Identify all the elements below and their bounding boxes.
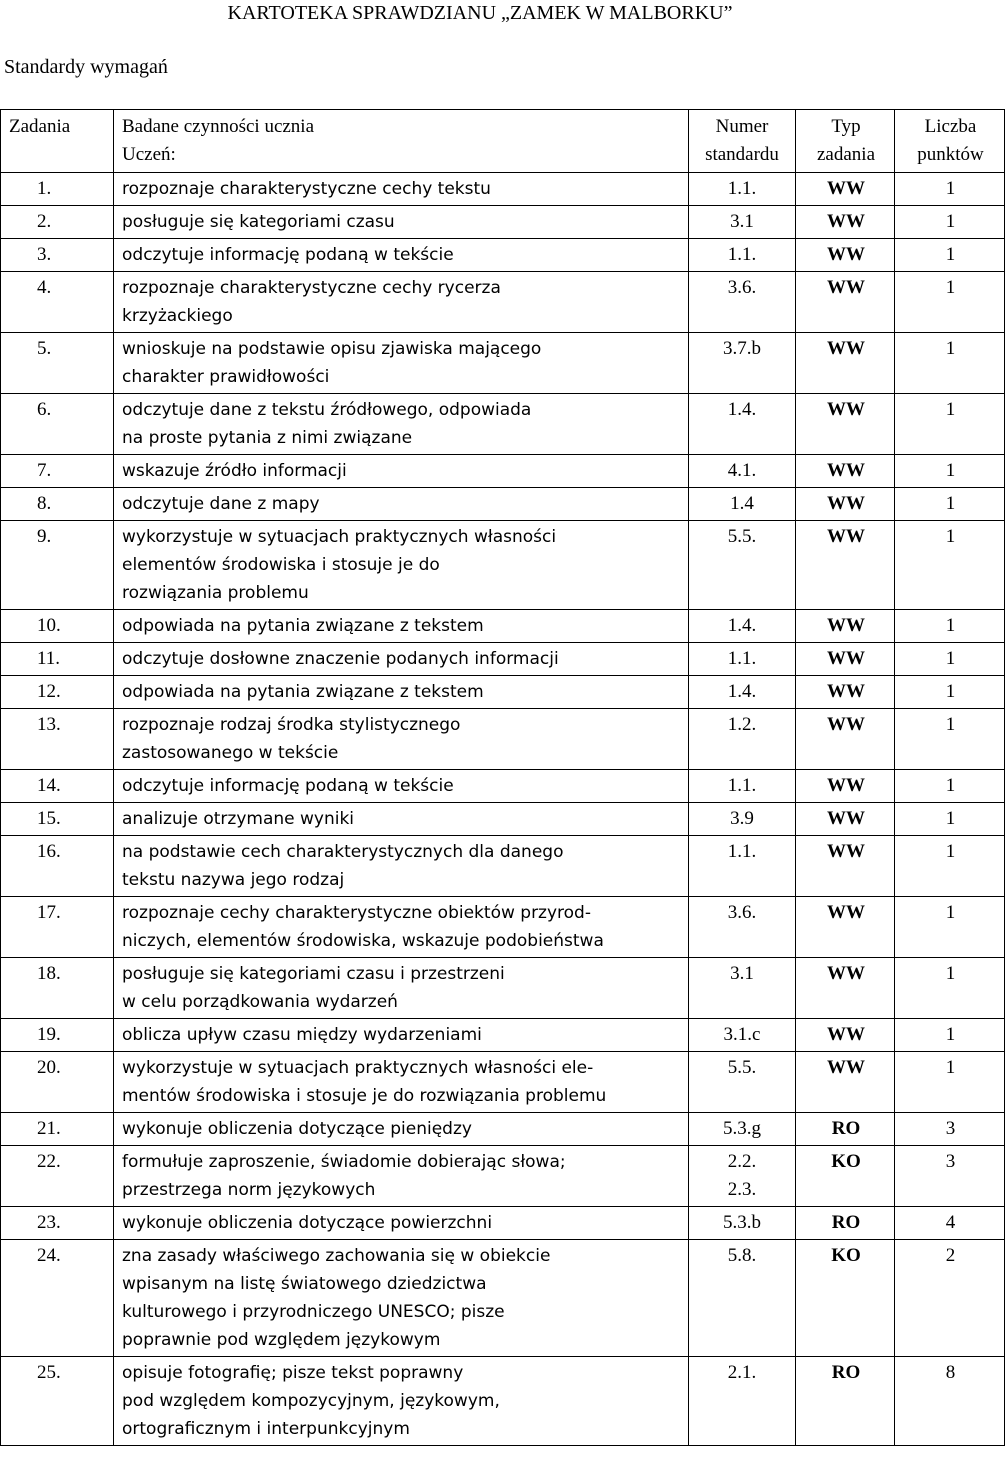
task-description-line: kulturowego i przyrodniczego UNESCO; pisze bbox=[122, 1302, 505, 1322]
task-type: WW bbox=[796, 394, 895, 455]
table-row bbox=[1, 455, 1005, 488]
points: 1 bbox=[895, 173, 1005, 206]
standard-number-line: 2.1. bbox=[727, 1362, 757, 1383]
task-number: 23. bbox=[1, 1207, 114, 1240]
standard-number bbox=[689, 836, 796, 897]
table-row bbox=[1, 1113, 1005, 1146]
task-description-line: pod względem kompozycyjnym, językowym, bbox=[122, 1391, 500, 1411]
standard-number-line: 1.4. bbox=[727, 681, 757, 702]
task-type: WW bbox=[796, 488, 895, 521]
table-row bbox=[1, 803, 1005, 836]
task-number: 8. bbox=[1, 488, 114, 521]
standard-number-line: 4.1. bbox=[727, 460, 757, 481]
task-type: WW bbox=[796, 521, 895, 610]
table-row bbox=[1, 643, 1005, 676]
standard-number bbox=[689, 958, 796, 1019]
header-liczba-punktow: Liczba punktów bbox=[895, 110, 1005, 173]
table-row bbox=[1, 394, 1005, 455]
task-type: WW bbox=[796, 206, 895, 239]
task-description-line: elementów środowiska i stosuje je do bbox=[122, 555, 440, 575]
task-description-line: tekstu nazywa jego rodzaj bbox=[122, 870, 345, 890]
task-description-line: rozpoznaje cechy charakterystyczne obiektów przyrod- bbox=[122, 903, 591, 923]
standard-number bbox=[689, 770, 796, 803]
task-type: WW bbox=[796, 1019, 895, 1052]
task-type: WW bbox=[796, 239, 895, 272]
task-description-line: wskazuje źródło informacji bbox=[122, 461, 347, 481]
standard-number-line: 5.3.g bbox=[723, 1118, 761, 1139]
standard-number-line: 3.9 bbox=[730, 808, 754, 829]
task-description bbox=[114, 1019, 689, 1052]
standard-number-line: 3.1 bbox=[730, 211, 754, 232]
standard-number-line: 3.1.c bbox=[723, 1024, 761, 1045]
task-description bbox=[114, 897, 689, 958]
standard-number bbox=[689, 521, 796, 610]
task-description-line: krzyżackiego bbox=[122, 306, 233, 326]
table-row bbox=[1, 173, 1005, 206]
standard-number bbox=[689, 676, 796, 709]
standard-number bbox=[689, 643, 796, 676]
standard-number-line: 3.7.b bbox=[723, 338, 761, 359]
standard-number bbox=[689, 1240, 796, 1357]
task-number: 18. bbox=[1, 958, 114, 1019]
points: 1 bbox=[895, 1019, 1005, 1052]
task-description bbox=[114, 610, 689, 643]
task-number: 1. bbox=[1, 173, 114, 206]
table-row bbox=[1, 239, 1005, 272]
standard-number bbox=[689, 1113, 796, 1146]
standard-number bbox=[689, 206, 796, 239]
task-description-line: wykorzystuje w sytuacjach praktycznych własności ele- bbox=[122, 1058, 594, 1078]
task-number: 22. bbox=[1, 1146, 114, 1207]
points: 1 bbox=[895, 239, 1005, 272]
table-header-row bbox=[1, 110, 1005, 173]
task-description-line: wnioskuje na podstawie opisu zjawiska mającego bbox=[122, 339, 542, 359]
task-description bbox=[114, 709, 689, 770]
task-type: WW bbox=[796, 455, 895, 488]
task-description-line: odpowiada na pytania związane z tekstem bbox=[122, 682, 484, 702]
task-type: WW bbox=[796, 676, 895, 709]
standard-number bbox=[689, 1357, 796, 1446]
table-body bbox=[1, 173, 1005, 1446]
task-description-line: oblicza upływ czasu między wydarzeniami bbox=[122, 1025, 482, 1045]
standard-number bbox=[689, 394, 796, 455]
task-description-line: wpisanym na listę światowego dziedzictwa bbox=[122, 1274, 487, 1294]
task-type: KO bbox=[796, 1240, 895, 1357]
standard-number bbox=[689, 709, 796, 770]
task-description bbox=[114, 272, 689, 333]
points: 1 bbox=[895, 958, 1005, 1019]
points: 1 bbox=[895, 803, 1005, 836]
standard-number bbox=[689, 239, 796, 272]
task-description-line: zastosowanego w tekście bbox=[122, 743, 339, 763]
task-description-line: formułuje zaproszenie, świadomie dobierając słowa; bbox=[122, 1152, 566, 1172]
task-description-line: na podstawie cech charakterystycznych dla danego bbox=[122, 842, 564, 862]
document-title: KARTOTEKA SPRAWDZIANU „ZAMEK W MALBORKU” bbox=[227, 2, 733, 24]
table-row bbox=[1, 521, 1005, 610]
standard-number bbox=[689, 1146, 796, 1207]
task-type: RO bbox=[796, 1207, 895, 1240]
points: 1 bbox=[895, 488, 1005, 521]
standard-number-line: 1.4. bbox=[727, 615, 757, 636]
task-description bbox=[114, 455, 689, 488]
section-subtitle: Standardy wymagań bbox=[4, 56, 168, 78]
task-number: 6. bbox=[1, 394, 114, 455]
standard-number-line: 1.1. bbox=[727, 841, 757, 862]
standard-number bbox=[689, 1019, 796, 1052]
table-row bbox=[1, 610, 1005, 643]
standard-number-line: 5.5. bbox=[727, 1057, 757, 1078]
table-row bbox=[1, 958, 1005, 1019]
task-type: WW bbox=[796, 897, 895, 958]
points: 1 bbox=[895, 521, 1005, 610]
task-description-line: zna zasady właściwego zachowania się w obiekcie bbox=[122, 1246, 551, 1266]
table-row bbox=[1, 1019, 1005, 1052]
task-description bbox=[114, 803, 689, 836]
task-description-line: analizuje otrzymane wyniki bbox=[122, 809, 355, 829]
standard-number-line: 3.1 bbox=[730, 963, 754, 984]
points: 1 bbox=[895, 333, 1005, 394]
standard-number-line: 1.4. bbox=[727, 399, 757, 420]
standard-number bbox=[689, 272, 796, 333]
task-description-line: rozwiązania problemu bbox=[122, 583, 309, 603]
task-description bbox=[114, 643, 689, 676]
standard-number bbox=[689, 897, 796, 958]
task-number: 13. bbox=[1, 709, 114, 770]
task-description-line: ortograficznym i interpunkcyjnym bbox=[122, 1419, 410, 1439]
standard-number bbox=[689, 173, 796, 206]
task-description bbox=[114, 676, 689, 709]
standard-number bbox=[689, 610, 796, 643]
task-description bbox=[114, 394, 689, 455]
task-description-line: odczytuje dane z tekstu źródłowego, odpowiada bbox=[122, 400, 532, 420]
standard-number-line: 1.1. bbox=[727, 178, 757, 199]
standard-number bbox=[689, 1207, 796, 1240]
table-row bbox=[1, 488, 1005, 521]
task-number: 16. bbox=[1, 836, 114, 897]
task-description-line: przestrzega norm językowych bbox=[122, 1180, 376, 1200]
task-type: WW bbox=[796, 1052, 895, 1113]
standard-number-line: 3.6. bbox=[727, 277, 757, 298]
task-description-line: rozpoznaje rodzaj środka stylistycznego bbox=[122, 715, 461, 735]
task-number: 5. bbox=[1, 333, 114, 394]
table-row bbox=[1, 770, 1005, 803]
table-row bbox=[1, 1240, 1005, 1357]
standard-number-line: 1.1. bbox=[727, 648, 757, 669]
task-number: 14. bbox=[1, 770, 114, 803]
header-zadania: Zadania bbox=[1, 110, 114, 173]
standard-number-line: 1.2. bbox=[727, 714, 757, 735]
task-description bbox=[114, 521, 689, 610]
standard-number-line: 5.5. bbox=[727, 526, 757, 547]
header-czynnosci: Badane czynności ucznia Uczeń: bbox=[114, 110, 689, 173]
task-type: WW bbox=[796, 958, 895, 1019]
task-description-line: wykonuje obliczenia dotyczące pieniędzy bbox=[122, 1119, 472, 1139]
standard-number-line: 2.3. bbox=[727, 1179, 757, 1200]
standard-number-line: 5.3.b bbox=[723, 1212, 761, 1233]
task-description bbox=[114, 1052, 689, 1113]
task-description bbox=[114, 333, 689, 394]
table-row bbox=[1, 676, 1005, 709]
task-type: WW bbox=[796, 610, 895, 643]
task-number: 11. bbox=[1, 643, 114, 676]
task-number: 7. bbox=[1, 455, 114, 488]
table-row bbox=[1, 1357, 1005, 1446]
task-type: WW bbox=[796, 333, 895, 394]
task-type: WW bbox=[796, 709, 895, 770]
points: 1 bbox=[895, 643, 1005, 676]
standard-number-line: 5.8. bbox=[727, 1245, 757, 1266]
points: 1 bbox=[895, 836, 1005, 897]
table-row bbox=[1, 1207, 1005, 1240]
header-numer-standardu: Numer standardu bbox=[689, 110, 796, 173]
task-type: WW bbox=[796, 836, 895, 897]
points: 3 bbox=[895, 1146, 1005, 1207]
task-type: RO bbox=[796, 1357, 895, 1446]
task-number: 12. bbox=[1, 676, 114, 709]
task-description-line: odczytuje informację podaną w tekście bbox=[122, 776, 454, 796]
standard-number bbox=[689, 803, 796, 836]
table-row bbox=[1, 272, 1005, 333]
task-description bbox=[114, 1240, 689, 1357]
standard-number-line: 1.1. bbox=[727, 775, 757, 796]
task-number: 20. bbox=[1, 1052, 114, 1113]
task-type: WW bbox=[796, 272, 895, 333]
standard-number-line: 1.4 bbox=[730, 493, 754, 514]
task-description-line: odczytuje informację podaną w tekście bbox=[122, 245, 454, 265]
task-description-line: rozpoznaje charakterystyczne cechy tekstu bbox=[122, 179, 491, 199]
points: 1 bbox=[895, 610, 1005, 643]
task-description-line: mentów środowiska i stosuje je do rozwiązania problemu bbox=[122, 1086, 607, 1106]
task-type: RO bbox=[796, 1113, 895, 1146]
task-description bbox=[114, 173, 689, 206]
task-description-line: w celu porządkowania wydarzeń bbox=[122, 992, 398, 1012]
table-row bbox=[1, 333, 1005, 394]
task-description bbox=[114, 836, 689, 897]
points: 1 bbox=[895, 770, 1005, 803]
task-number: 4. bbox=[1, 272, 114, 333]
task-description bbox=[114, 770, 689, 803]
task-description bbox=[114, 488, 689, 521]
task-description-line: niczych, elementów środowiska, wskazuje podobieństwa bbox=[122, 931, 604, 951]
points: 1 bbox=[895, 1052, 1005, 1113]
task-description bbox=[114, 1113, 689, 1146]
standard-number-line: 2.2. bbox=[727, 1151, 757, 1172]
task-description-line: charakter prawidłowości bbox=[122, 367, 330, 387]
task-number: 3. bbox=[1, 239, 114, 272]
standard-number-line: 1.1. bbox=[727, 244, 757, 265]
task-description-line: odczytuje dosłowne znaczenie podanych informacji bbox=[122, 649, 559, 669]
task-description bbox=[114, 1207, 689, 1240]
task-number: 19. bbox=[1, 1019, 114, 1052]
task-description-line: poprawnie pod względem językowym bbox=[122, 1330, 441, 1350]
task-description-line: odpowiada na pytania związane z tekstem bbox=[122, 616, 484, 636]
task-description bbox=[114, 1146, 689, 1207]
task-number: 21. bbox=[1, 1113, 114, 1146]
task-description-line: posługuje się kategoriami czasu i przestrzeni bbox=[122, 964, 505, 984]
task-type: WW bbox=[796, 173, 895, 206]
task-description bbox=[114, 958, 689, 1019]
task-number: 17. bbox=[1, 897, 114, 958]
points: 3 bbox=[895, 1113, 1005, 1146]
task-number: 10. bbox=[1, 610, 114, 643]
task-number: 15. bbox=[1, 803, 114, 836]
standard-number-line: 3.6. bbox=[727, 902, 757, 923]
points: 1 bbox=[895, 676, 1005, 709]
task-description-line: wykorzystuje w sytuacjach praktycznych własności bbox=[122, 527, 557, 547]
points: 1 bbox=[895, 206, 1005, 239]
exam-task-table bbox=[0, 109, 1005, 1446]
points: 1 bbox=[895, 709, 1005, 770]
points: 8 bbox=[895, 1357, 1005, 1446]
task-description-line: wykonuje obliczenia dotyczące powierzchni bbox=[122, 1213, 493, 1233]
task-type: WW bbox=[796, 803, 895, 836]
table-row bbox=[1, 836, 1005, 897]
task-number: 24. bbox=[1, 1240, 114, 1357]
points: 1 bbox=[895, 455, 1005, 488]
table-row bbox=[1, 206, 1005, 239]
task-type: WW bbox=[796, 643, 895, 676]
task-description-line: opisuje fotografię; pisze tekst poprawny bbox=[122, 1363, 464, 1383]
task-description bbox=[114, 239, 689, 272]
task-number: 25. bbox=[1, 1357, 114, 1446]
task-description-line: odczytuje dane z mapy bbox=[122, 494, 320, 514]
table-row bbox=[1, 709, 1005, 770]
table-row bbox=[1, 897, 1005, 958]
points: 1 bbox=[895, 897, 1005, 958]
standard-number bbox=[689, 488, 796, 521]
standard-number bbox=[689, 455, 796, 488]
task-description-line: posługuje się kategoriami czasu bbox=[122, 212, 395, 232]
task-description bbox=[114, 1357, 689, 1446]
task-number: 2. bbox=[1, 206, 114, 239]
task-type: WW bbox=[796, 770, 895, 803]
table-row bbox=[1, 1146, 1005, 1207]
standard-number bbox=[689, 333, 796, 394]
standard-number bbox=[689, 1052, 796, 1113]
task-type: KO bbox=[796, 1146, 895, 1207]
table-row bbox=[1, 1052, 1005, 1113]
task-description bbox=[114, 206, 689, 239]
points: 2 bbox=[895, 1240, 1005, 1357]
task-description-line: rozpoznaje charakterystyczne cechy rycerza bbox=[122, 278, 501, 298]
task-number: 9. bbox=[1, 521, 114, 610]
points: 1 bbox=[895, 272, 1005, 333]
points: 1 bbox=[895, 394, 1005, 455]
points: 4 bbox=[895, 1207, 1005, 1240]
header-typ-zadania: Typ zadania bbox=[796, 110, 895, 173]
task-description-line: na proste pytania z nimi związane bbox=[122, 428, 413, 448]
